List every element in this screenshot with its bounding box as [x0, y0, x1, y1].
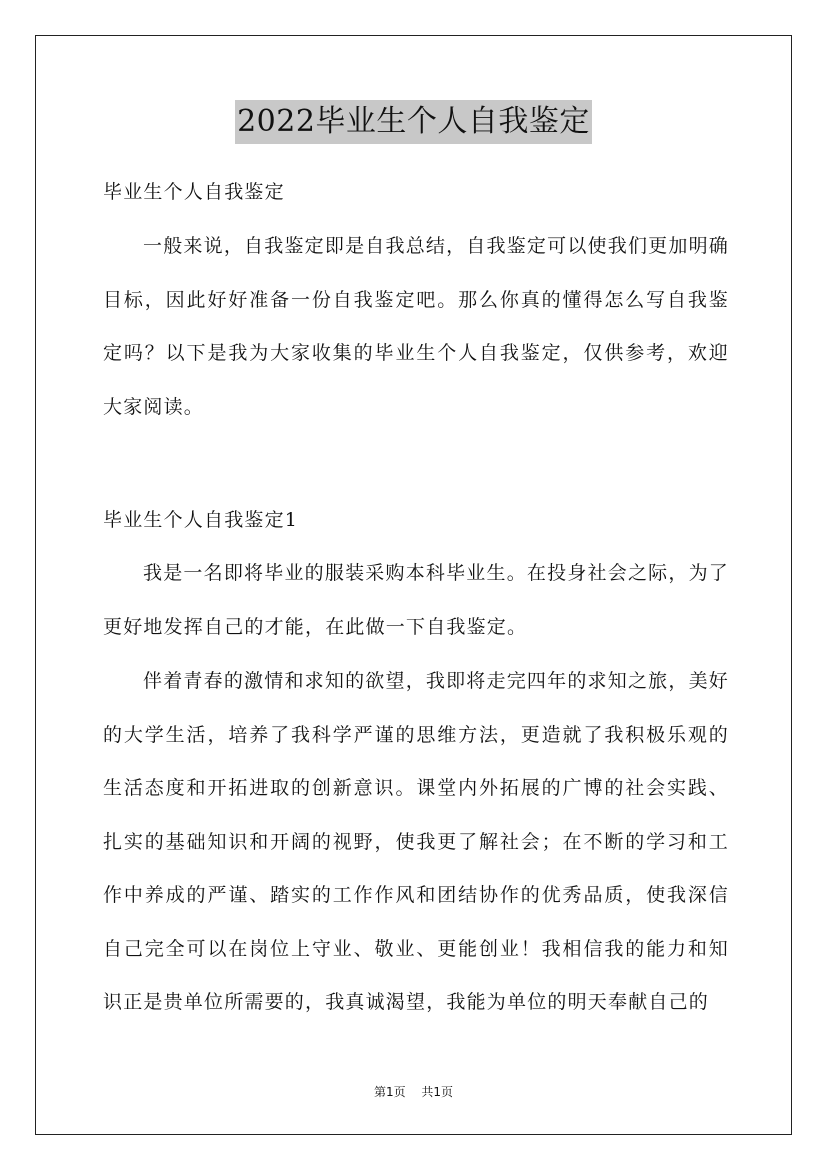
- body-paragraph-1: 我是一名即将毕业的服装采购本科毕业生。在投身社会之际，为了更好地发挥自己的才能，在此做一下自我鉴定。: [103, 562, 729, 638]
- body-paragraph-2: 伴着青春的激情和求知的欲望，我即将走完四年的求知之旅，美好的大学生活，培养了我科学严谨的思维方法，更造就了我积极乐观的生活态度和开拓进取的创新意识。课堂内外拓展的广博的社会实践、扎实的基础知识和开阔的视野，使我更了解社会；在不断的学习和工作中养成的严谨、踏实的工作作风和团结协作的优秀品质，使我深信自己完全可以在岗位上守业、敬业、更能创业！我相信我的能力和知识正是贵单位所需要的，我真诚渴望，我能为单位的明天奉献自己的: [103, 670, 729, 1013]
- document-title: [0, 100, 827, 144]
- section-heading: 毕业生个人自我鉴定: [103, 181, 285, 203]
- page-number: 第1页: [373, 1085, 406, 1099]
- document-title-text: 2022毕业生个人自我鉴定: [235, 100, 592, 144]
- section-heading-1: 毕业生个人自我鉴定1: [103, 509, 299, 531]
- page-footer: [0, 1083, 827, 1100]
- page-total: 共1页: [421, 1085, 454, 1099]
- intro-paragraph: 一般来说，自我鉴定即是自我总结，自我鉴定可以使我们更加明确目标，因此好好准备一份自我鉴定吧。那么你真的懂得怎么写自我鉴定吗？以下是我为大家收集的毕业生个人自我鉴定，仅供参考，欢迎大家阅读。: [103, 235, 729, 418]
